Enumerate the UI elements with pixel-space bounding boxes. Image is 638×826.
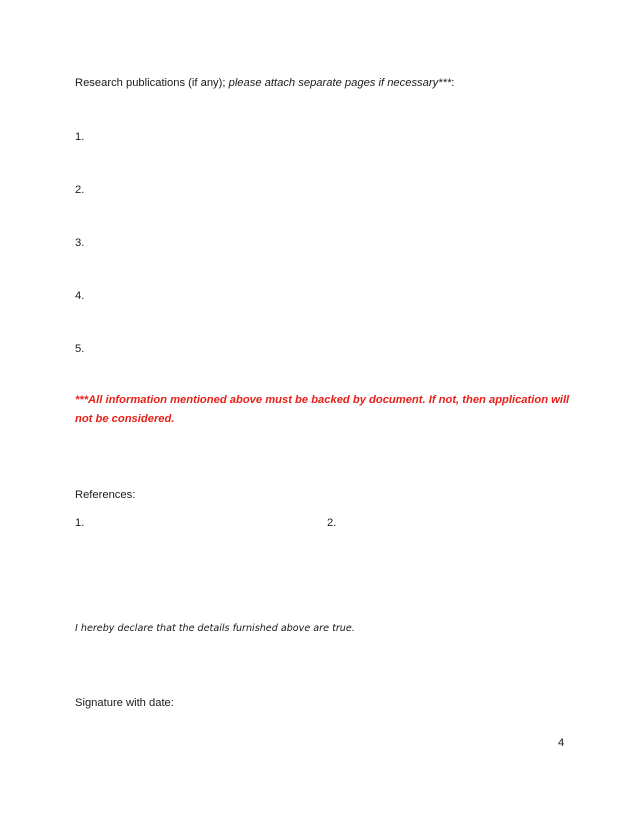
signature-label: Signature with date: [75,697,174,709]
publication-item-1: 1. [75,131,85,143]
publication-item-4: 4. [75,290,85,302]
reference-item-1: 1. [75,517,85,529]
declaration-statement: I hereby declare that the details furnished above are true. [75,623,355,634]
publication-item-5: 5. [75,343,85,355]
publication-item-3: 3. [75,237,85,249]
document-warning-note: ***All information mentioned above must be backed by document. If not, then application will not be considered. [75,394,570,425]
reference-item-2: 2. [327,517,337,529]
publications-instruction: please attach separate pages if necessary*** [228,77,452,89]
publications-heading [75,76,454,90]
publications-label: Research publications (if any); [75,77,229,89]
page-number: 4 [558,737,565,749]
publication-item-2: 2. [75,184,85,196]
references-heading: References: [75,489,136,501]
publications-colon: : [451,77,455,89]
